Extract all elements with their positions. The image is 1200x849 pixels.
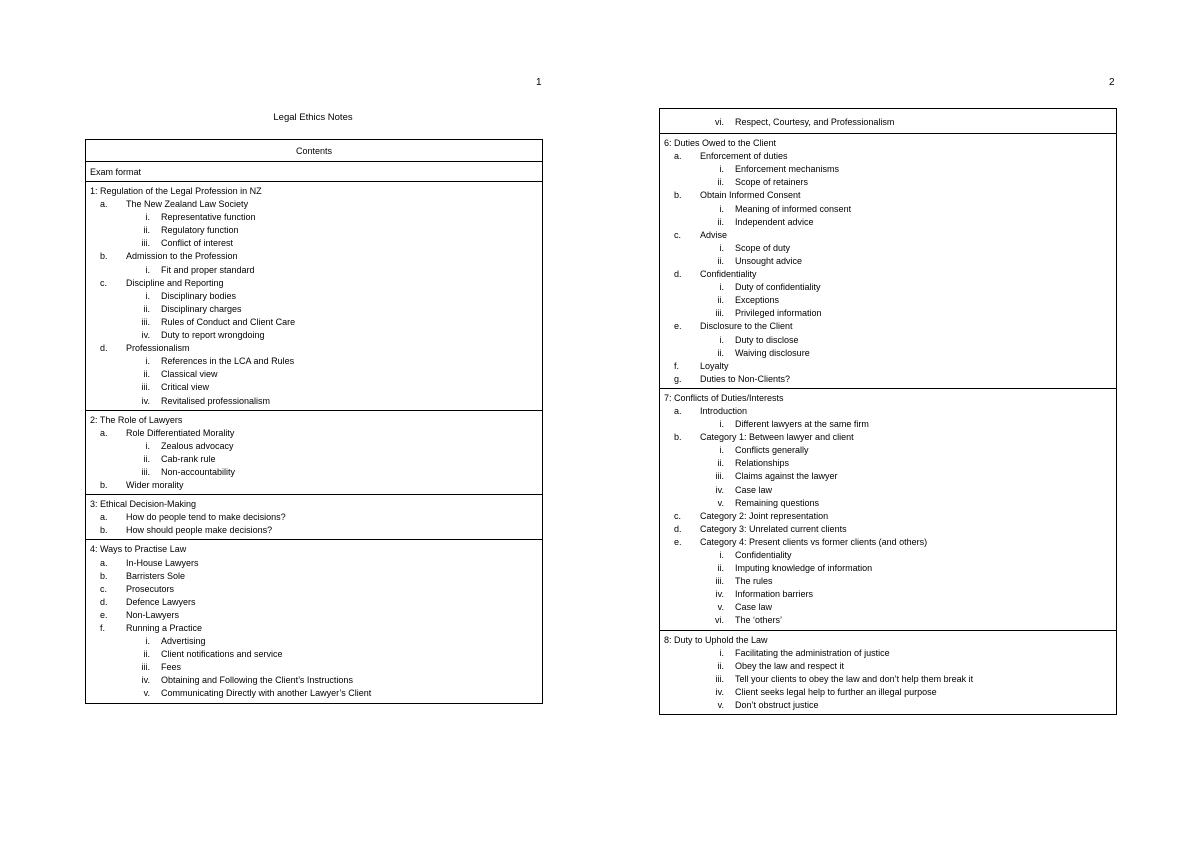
toc-subitem[interactable] [90, 211, 542, 224]
item-text: Conflicts generally [735, 445, 809, 456]
contents-heading [86, 140, 542, 162]
toc-subitem[interactable] [664, 647, 1116, 660]
toc-subitem[interactable] [664, 562, 1116, 575]
item-text: Relationships [735, 458, 790, 469]
item-marker: ii. [143, 303, 150, 314]
item-marker: ii. [717, 347, 724, 358]
item-text: Independent advice [735, 216, 814, 227]
item-text: Critical view [161, 382, 210, 393]
item-text: Enforcement of duties [700, 151, 788, 162]
toc-item[interactable] [90, 524, 542, 537]
toc-item[interactable] [664, 268, 1116, 281]
page-2 [600, 0, 1200, 849]
item-text: Introduction [700, 405, 748, 416]
item-text: Obey the law and respect it [735, 660, 845, 671]
item-text: Admission to the Profession [126, 251, 238, 262]
item-text: Client seeks legal help to further an illegal purpose [735, 686, 937, 697]
item-text: 7: Conflicts of Duties/Interests [664, 392, 784, 403]
toc-subitem[interactable] [90, 329, 542, 342]
item-marker: e. [674, 536, 682, 547]
page-number: 1 [536, 77, 542, 88]
item-marker: i. [145, 290, 150, 301]
toc-section-heading[interactable] [664, 392, 1116, 405]
item-text: Tell your clients to obey the law and don’t help them break it [735, 673, 974, 684]
item-marker: ii. [143, 225, 150, 236]
item-marker: iii. [715, 673, 724, 684]
toc-section [660, 631, 1116, 716]
exam-format-row [86, 162, 542, 182]
toc-subitem[interactable] [664, 575, 1116, 588]
toc-subitem[interactable] [90, 687, 542, 700]
item-text: 6: Duties Owed to the Client [664, 138, 777, 149]
toc-section [86, 495, 542, 540]
item-marker: vi. [715, 615, 724, 626]
toc-subitem[interactable] [90, 395, 542, 408]
item-marker: b. [674, 190, 682, 201]
item-text: Meaning of informed consent [735, 203, 852, 214]
item-marker: c. [100, 583, 108, 594]
toc-section [86, 411, 542, 496]
document-title: Legal Ethics Notes [273, 112, 353, 123]
toc-subitem[interactable] [90, 224, 542, 237]
item-text: The ‘others’ [735, 615, 783, 626]
toc-subitem[interactable] [664, 601, 1116, 614]
item-marker: ii. [143, 649, 150, 660]
item-text: Information barriers [735, 589, 814, 600]
item-text: Claims against the lawyer [735, 471, 838, 482]
item-marker: i. [719, 550, 724, 560]
item-text: Different lawyers at the same firm [735, 419, 869, 430]
item-text: Rules of Conduct and Client Care [161, 316, 296, 327]
toc-item[interactable] [90, 570, 542, 583]
item-marker: b. [674, 432, 682, 443]
item-text: Scope of retainers [735, 177, 809, 188]
toc-subitem[interactable] [664, 497, 1116, 510]
item-marker: iv. [141, 675, 150, 686]
item-text: Wider morality [126, 480, 184, 491]
item-text: Non-Lawyers [126, 609, 180, 620]
item-text: Discipline and Reporting [126, 277, 224, 288]
toc-item[interactable] [90, 250, 542, 263]
item-marker: v. [717, 497, 724, 508]
toc-subitem[interactable] [664, 673, 1116, 686]
item-text: Fees [161, 662, 182, 673]
item-text: Category 2: Joint representation [700, 510, 829, 521]
item-text: The New Zealand Law Society [126, 199, 249, 210]
toc-item[interactable] [90, 479, 542, 492]
item-marker: i. [719, 647, 724, 658]
item-text: Running a Practice [126, 623, 203, 633]
toc-section [660, 134, 1116, 389]
item-marker: iv. [715, 686, 724, 697]
item-marker: i. [719, 242, 724, 253]
item-text: Disclosure to the Client [700, 321, 793, 332]
toc-item[interactable] [90, 596, 542, 609]
item-text: Revitalised professionalism [161, 395, 271, 406]
item-text: Don’t obstruct justice [735, 700, 819, 711]
item-text: Fit and proper standard [161, 264, 255, 275]
item-marker: iv. [141, 395, 150, 406]
item-marker: b. [100, 480, 108, 491]
item-text: Prosecutors [126, 583, 175, 594]
item-text: Confidentiality [700, 269, 757, 280]
toc-subitem[interactable] [664, 307, 1116, 320]
item-marker: a. [674, 151, 682, 162]
item-text: Duty to disclose [735, 334, 799, 345]
item-marker: vi. [715, 117, 724, 127]
toc-subitem[interactable] [664, 470, 1116, 483]
item-text: Unsought advice [735, 255, 803, 266]
item-marker: c. [100, 277, 108, 288]
toc-subitem[interactable] [664, 334, 1116, 347]
toc-item[interactable] [664, 150, 1116, 163]
item-marker: e. [100, 609, 108, 620]
toc-subitem[interactable] [664, 418, 1116, 431]
item-text: Professionalism [126, 343, 190, 354]
item-marker: i. [719, 282, 724, 293]
item-text: 2: The Role of Lawyers [90, 414, 183, 425]
item-marker: d. [674, 269, 682, 280]
item-marker: a. [100, 199, 108, 210]
item-marker: i. [145, 636, 150, 647]
item-text: Obtaining and Following the Client’s Instructions [161, 675, 353, 686]
item-text: Case law [735, 602, 773, 613]
item-marker: d. [100, 343, 108, 354]
contents-heading-text: Contents [295, 146, 333, 156]
item-text: Disciplinary charges [161, 303, 242, 314]
toc-section-heading[interactable] [90, 543, 542, 556]
toc-item[interactable] [90, 622, 542, 635]
toc-subitem[interactable] [664, 294, 1116, 307]
item-text: How do people tend to make decisions? [126, 512, 286, 523]
item-marker: iii. [141, 316, 150, 327]
toc-section [86, 182, 542, 411]
item-text: In-House Lawyers [126, 557, 199, 568]
toc-subitem[interactable] [664, 163, 1116, 176]
item-marker: iii. [141, 238, 150, 249]
toc-item[interactable] [664, 431, 1116, 444]
item-text: Category 3: Unrelated current clients [700, 523, 847, 534]
toc-item[interactable] [664, 373, 1116, 386]
item-marker: f. [100, 623, 106, 633]
toc-subitem[interactable] [664, 444, 1116, 457]
item-marker: v. [717, 602, 724, 613]
toc-item[interactable] [664, 510, 1116, 523]
item-marker: ii. [717, 177, 724, 188]
item-marker: i. [719, 164, 724, 175]
item-marker: v. [717, 700, 724, 711]
item-text: References in the LCA and Rules [161, 356, 295, 367]
toc-subitem[interactable] [90, 290, 542, 303]
item-text: Cab-rank rule [161, 453, 216, 464]
item-marker: d. [100, 596, 108, 607]
toc-section-heading[interactable] [90, 498, 542, 511]
item-marker: ii. [717, 458, 724, 469]
item-text: Communicating Directly with another Lawyer’s Client [161, 688, 372, 699]
item-marker: iv. [715, 484, 724, 495]
item-marker: g. [674, 373, 682, 384]
contents-table-continued [659, 108, 1117, 715]
item-text: Barristers Sole [126, 570, 186, 581]
item-marker: iv. [715, 589, 724, 600]
item-marker: iii. [715, 471, 724, 482]
item-marker: i. [145, 212, 150, 223]
item-text: Client notifications and service [161, 649, 283, 660]
item-text: Representative function [161, 212, 256, 223]
item-marker: iii. [715, 308, 724, 319]
toc-subitem[interactable] [664, 203, 1116, 216]
toc-subitem[interactable] [90, 648, 542, 661]
item-text: Regulatory function [161, 225, 239, 236]
item-marker: i. [145, 440, 150, 451]
item-text: Duty to report wrongdoing [161, 330, 265, 341]
toc-subitem[interactable] [664, 699, 1116, 712]
toc-subitem[interactable] [90, 453, 542, 466]
item-text: Imputing knowledge of information [735, 563, 873, 574]
toc-subitem[interactable] [90, 355, 542, 368]
toc-subitem[interactable] [664, 660, 1116, 673]
item-text: How should people make decisions? [126, 525, 273, 536]
toc-section-heading[interactable] [90, 414, 542, 427]
toc-subitem[interactable] [90, 264, 542, 277]
item-marker: i. [719, 334, 724, 345]
toc-subitem[interactable] [664, 484, 1116, 497]
item-marker: c. [674, 510, 682, 521]
item-marker: b. [100, 525, 108, 536]
toc-subitem[interactable] [664, 242, 1116, 255]
item-text: Category 4: Present clients vs former clients (and others) [700, 536, 928, 547]
item-text: 3: Ethical Decision-Making [90, 499, 197, 510]
toc-item[interactable] [664, 320, 1116, 333]
item-text: Respect, Courtesy, and Professionalism [735, 117, 895, 127]
item-marker: b. [100, 570, 108, 581]
toc-subitem[interactable] [664, 116, 1116, 129]
item-text: 1: Regulation of the Legal Profession in NZ [90, 186, 262, 196]
toc-subitem[interactable] [90, 303, 542, 316]
item-text: The rules [735, 576, 773, 587]
toc-subitem[interactable] [664, 588, 1116, 601]
item-marker: iii. [141, 662, 150, 673]
item-marker: ii. [717, 255, 724, 266]
page-number: 2 [1109, 77, 1115, 88]
item-marker: d. [674, 523, 682, 534]
toc-subitem[interactable] [664, 347, 1116, 360]
item-text: Non-accountability [161, 466, 236, 477]
item-text: Advise [700, 229, 728, 240]
item-marker: i. [719, 203, 724, 214]
item-text: Classical view [161, 369, 218, 380]
item-marker: a. [100, 427, 108, 438]
toc-item[interactable] [664, 536, 1116, 549]
toc-section-heading[interactable] [90, 185, 542, 198]
toc-subitem[interactable] [90, 440, 542, 453]
toc-section [660, 389, 1116, 631]
toc-item[interactable] [664, 189, 1116, 202]
toc-item[interactable] [664, 523, 1116, 536]
toc-subitem[interactable] [90, 316, 542, 329]
item-text: Disciplinary bodies [161, 290, 237, 301]
exam-format-link[interactable]: Exam format [90, 167, 142, 177]
toc-item[interactable] [90, 198, 542, 211]
toc-item[interactable] [90, 609, 542, 622]
item-text: Loyalty [700, 360, 729, 371]
item-marker: ii. [143, 453, 150, 464]
item-text: 8: Duty to Uphold the Law [664, 634, 768, 645]
item-text: Conflict of interest [161, 238, 234, 249]
item-marker: ii. [143, 369, 150, 380]
toc-subitem[interactable] [90, 466, 542, 479]
toc-subitem[interactable] [90, 381, 542, 394]
item-marker: i. [719, 419, 724, 430]
item-marker: a. [674, 405, 682, 416]
item-marker: a. [100, 512, 108, 523]
item-text: Confidentiality [735, 550, 792, 560]
item-text: Facilitating the administration of justice [735, 647, 890, 658]
item-text: Advertising [161, 636, 206, 647]
item-marker: c. [674, 229, 682, 240]
item-text: Defence Lawyers [126, 596, 196, 607]
item-marker: i. [145, 264, 150, 275]
item-text: Scope of duty [735, 242, 791, 253]
item-marker: iv. [141, 330, 150, 341]
toc-subitem[interactable] [664, 686, 1116, 699]
toc-item[interactable] [90, 557, 542, 570]
toc-item[interactable] [90, 583, 542, 596]
toc-item[interactable] [664, 360, 1116, 373]
item-marker: b. [100, 251, 108, 262]
top-item-row [660, 109, 1116, 134]
item-marker: e. [674, 321, 682, 332]
item-text: Enforcement mechanisms [735, 164, 840, 175]
item-marker: i. [145, 356, 150, 367]
toc-item[interactable] [664, 405, 1116, 418]
item-marker: f. [674, 360, 680, 371]
item-marker: ii. [717, 295, 724, 306]
toc-section [86, 540, 542, 703]
toc-subitem[interactable] [90, 237, 542, 250]
toc-subitem[interactable] [90, 661, 542, 674]
toc-section-heading[interactable] [664, 634, 1116, 647]
item-text: Category 1: Between lawyer and client [700, 432, 854, 443]
item-text: Duty of confidentiality [735, 282, 821, 293]
toc-section-heading[interactable] [664, 137, 1116, 150]
toc-subitem[interactable] [664, 255, 1116, 268]
toc-item[interactable] [90, 427, 542, 440]
toc-subitem[interactable] [90, 368, 542, 381]
toc-subitem[interactable] [664, 614, 1116, 627]
item-text: Remaining questions [735, 497, 820, 508]
toc-subitem[interactable] [664, 281, 1116, 294]
item-text: Case law [735, 484, 773, 495]
item-text: Zealous advocacy [161, 440, 234, 451]
item-marker: ii. [717, 563, 724, 574]
item-marker: iii. [141, 382, 150, 393]
item-text: Privileged information [735, 308, 822, 319]
item-marker: ii. [717, 660, 724, 671]
toc-subitem[interactable] [90, 635, 542, 648]
toc-subitem[interactable] [664, 457, 1116, 470]
item-text: Duties to Non-Clients? [700, 373, 791, 384]
item-marker: a. [100, 557, 108, 568]
toc-subitem[interactable] [90, 674, 542, 687]
item-text: Exceptions [735, 295, 780, 306]
item-marker: v. [143, 688, 150, 699]
contents-table [85, 139, 543, 704]
item-text: Waiving disclosure [735, 347, 810, 358]
toc-item[interactable] [90, 277, 542, 290]
toc-item[interactable] [90, 511, 542, 524]
item-text: Role Differentiated Morality [126, 427, 235, 438]
item-text: 4: Ways to Practise Law [90, 544, 187, 555]
toc-item[interactable] [664, 229, 1116, 242]
toc-item[interactable] [90, 342, 542, 355]
item-marker: i. [719, 445, 724, 456]
item-marker: ii. [717, 216, 724, 227]
toc-subitem[interactable] [664, 216, 1116, 229]
item-marker: iii. [141, 466, 150, 477]
item-text: Obtain Informed Consent [700, 190, 801, 201]
item-marker: iii. [715, 576, 724, 587]
toc-subitem[interactable] [664, 176, 1116, 189]
toc-subitem[interactable] [664, 549, 1116, 562]
